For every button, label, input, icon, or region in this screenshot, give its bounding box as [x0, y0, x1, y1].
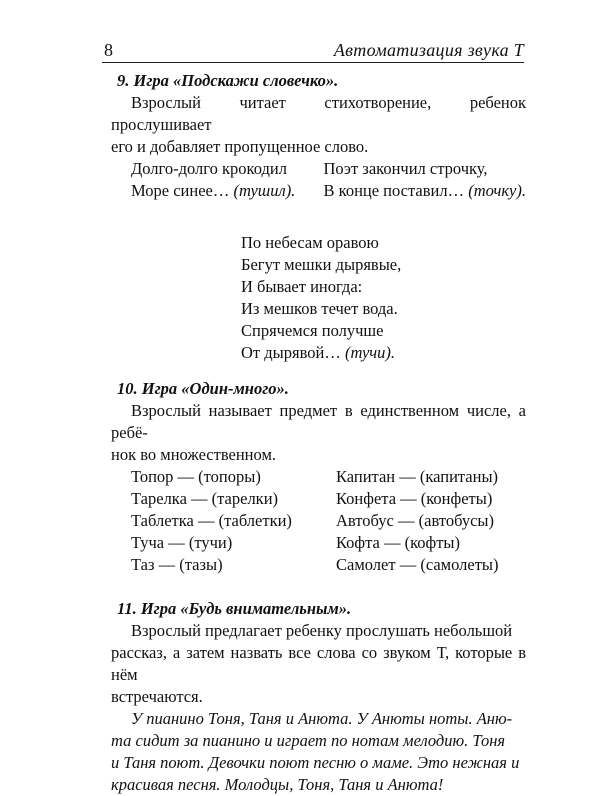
- line-answer: (тучи).: [344, 343, 396, 362]
- word-pair: Самолет — (самолеты): [336, 555, 499, 574]
- line-text: От дырявой…: [241, 343, 345, 362]
- story-line: красивая песня. Молодцы, Тоня, Таня и Анюта!: [111, 775, 444, 794]
- line-text: Море синее…: [131, 181, 234, 200]
- poem-line: [241, 298, 526, 320]
- game11-intro: [111, 620, 526, 708]
- line-text: Из мешков течет вода.: [241, 299, 398, 318]
- line-text: По небесам оравою: [241, 233, 379, 252]
- game10-word-list: [111, 466, 526, 576]
- game9-couplets: [111, 158, 526, 202]
- page-content: [111, 66, 526, 796]
- game9-intro-line2: его и добавляет пропущенное слово.: [111, 137, 369, 156]
- couplet-right-line: [324, 180, 526, 202]
- couplet-left: [131, 158, 324, 202]
- header-rule: [102, 62, 524, 63]
- game9-intro-line1: Взрослый читает стихотворение, ребенок прослушивает: [111, 93, 526, 134]
- line-text: И бывает иногда:: [241, 277, 363, 296]
- couplet-left-line: [131, 180, 324, 202]
- game9-intro: [111, 92, 526, 158]
- word-pair: Конфета — (конфеты): [336, 489, 493, 508]
- line-answer: (точку).: [468, 181, 526, 200]
- poem-line: [241, 254, 526, 276]
- word-list-left: [131, 466, 336, 576]
- page-header: [102, 38, 524, 60]
- poem-line: [241, 232, 526, 254]
- game9-heading: 9. Игра «Подскажи словечко».: [117, 71, 339, 90]
- game10-intro-line1: Взрослый называет предмет в единственном числе, а ребё-: [111, 401, 526, 442]
- poem-line: [241, 342, 526, 364]
- story-line: и Таня поют. Девочки поют песню о маме. Это нежная и: [111, 753, 520, 772]
- line-text: Долго-долго крокодил: [131, 159, 287, 178]
- game11-intro-line1: Взрослый предлагает ребенку прослушать небольшой: [131, 621, 513, 640]
- game11-intro-line2: рассказ, а затем назвать все слова со звуком Т, которые в нём: [111, 643, 526, 684]
- line-text: В конце поставил…: [323, 181, 469, 200]
- game10-intro-line2: нок во множественном.: [111, 445, 277, 464]
- word-pair: Кофта — (кофты): [336, 533, 461, 552]
- word-list-right: [336, 466, 526, 576]
- couplet-right-line: [324, 158, 526, 180]
- game11-story: [111, 708, 526, 796]
- word-pair: Таблетка — (таблетки): [131, 511, 292, 530]
- word-pair: Автобус — (автобусы): [336, 511, 494, 530]
- line-text: Спрячемся получше: [241, 321, 384, 340]
- page-number: 8: [104, 40, 113, 60]
- poem-line: [241, 320, 526, 342]
- game11-heading: 11. Игра «Будь внимательным».: [117, 599, 352, 618]
- line-text: Бегут мешки дырявые,: [241, 255, 402, 274]
- word-pair: Топор — (топоры): [131, 467, 261, 486]
- word-pair: Капитан — (капитаны): [336, 467, 499, 486]
- couplet-right: [324, 158, 526, 202]
- poem-line: [241, 276, 526, 298]
- word-pair: Туча — (тучи): [131, 533, 233, 552]
- game9-poem: [111, 232, 526, 364]
- word-pair: Таз — (тазы): [131, 555, 223, 574]
- couplet-left-line: [131, 158, 324, 180]
- line-text: Поэт закончил строчку,: [323, 159, 488, 178]
- game11-intro-line3: встречаются.: [111, 687, 203, 706]
- word-pair: Тарелка — (тарелки): [131, 489, 279, 508]
- story-line: та сидит за пианино и играет по нотам мелодию. Тоня: [111, 731, 506, 750]
- game10-intro: [111, 400, 526, 466]
- story-line: У пианино Тоня, Таня и Анюта. У Анюты ноты. Аню-: [131, 709, 513, 728]
- game10-heading: 10. Игра «Один-много».: [117, 379, 289, 398]
- running-title: Автоматизация звука Т: [333, 40, 524, 60]
- line-answer: (тушил).: [233, 181, 296, 200]
